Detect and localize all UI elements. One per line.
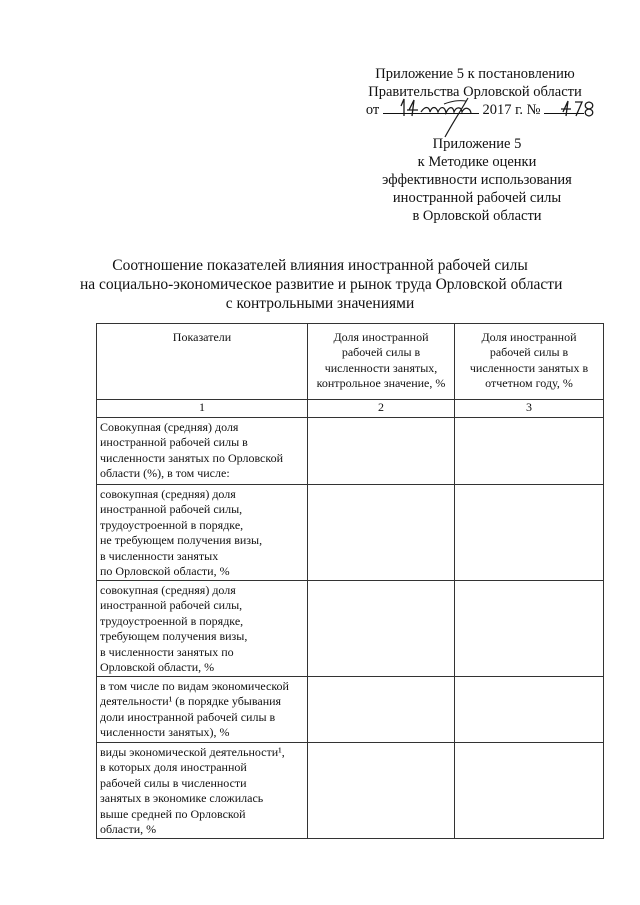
appendix-block: [372, 135, 582, 225]
title-line-3: с контрольными значениями: [225, 295, 415, 312]
table-row: [97, 581, 604, 677]
control-value-cell: [308, 581, 455, 677]
reporting-value-cell: [455, 677, 604, 743]
date-suffix: 2017 г. №: [482, 102, 541, 118]
table-number-row: [97, 400, 604, 418]
control-value-cell: [308, 677, 455, 743]
appendix-line-4: иностранной рабочей силы: [392, 190, 562, 206]
header-control-value: Доля иностранной рабочей силы в численности занятых, контрольное значение, %: [308, 324, 455, 400]
reporting-value-cell: [455, 418, 604, 485]
appendix-line-1: Приложение 5: [432, 136, 522, 152]
header-indicators: Показатели: [97, 324, 308, 400]
header-line-1: Приложение 5 к постановлению: [375, 66, 575, 82]
reporting-value-cell: [455, 485, 604, 581]
date-blank: [383, 101, 479, 114]
table-row: [97, 743, 604, 839]
appendix-line-2: к Методике оценки: [417, 154, 537, 170]
resolution-header: [340, 65, 610, 119]
table-row: [97, 485, 604, 581]
header-line-2: Правительства Орловской области: [368, 84, 582, 100]
document-title: [80, 256, 563, 313]
appendix-line-5: в Орловской области: [412, 208, 542, 224]
reporting-value-cell: [455, 743, 604, 839]
indicator-cell: в том числе по видам экономической деятельности¹ (в порядке убывания доли иностранной рабочей силы в численности занятых), %: [97, 677, 308, 743]
table-row: [97, 677, 604, 743]
indicator-cell: виды экономической деятельности¹, в которых доля иностранной рабочей силы в численности занятых в экономике сложилась выше средней по Орловской области, %: [97, 743, 308, 839]
title-line-2: на социально-экономическое развитие и рынок труда Орловской области: [80, 276, 563, 293]
column-number-2: 2: [308, 400, 455, 418]
indicator-cell: Совокупная (средняя) доля иностранной рабочей силы в численности занятых по Орловской области (%), в том числе:: [97, 418, 308, 485]
reporting-value-cell: [455, 581, 604, 677]
number-blank: [544, 101, 584, 114]
title-line-1: Соотношение показателей влияния иностранной рабочей силы: [112, 257, 528, 274]
table-row: [97, 418, 604, 485]
header-reporting-year: Доля иностранной рабочей силы в численности занятых в отчетном году, %: [455, 324, 604, 400]
column-number-1: 1: [97, 400, 308, 418]
control-value-cell: [308, 418, 455, 485]
control-value-cell: [308, 485, 455, 581]
indicator-cell: совокупная (средняя) доля иностранной рабочей силы, трудоустроенной в порядке, не требующем получения визы, в численности занятых по Орловской области, %: [97, 485, 308, 581]
date-prefix: от: [365, 102, 380, 118]
indicators-table: [96, 323, 604, 839]
header-date-line: [340, 101, 610, 119]
control-value-cell: [308, 743, 455, 839]
indicator-cell: совокупная (средняя) доля иностранной рабочей силы, трудоустроенной в порядке, требующем получения визы, в численности занятых по Орловской области, %: [97, 581, 308, 677]
column-number-3: 3: [455, 400, 604, 418]
appendix-line-3: эффективности использования: [382, 172, 572, 188]
table-header-row: [97, 324, 604, 400]
